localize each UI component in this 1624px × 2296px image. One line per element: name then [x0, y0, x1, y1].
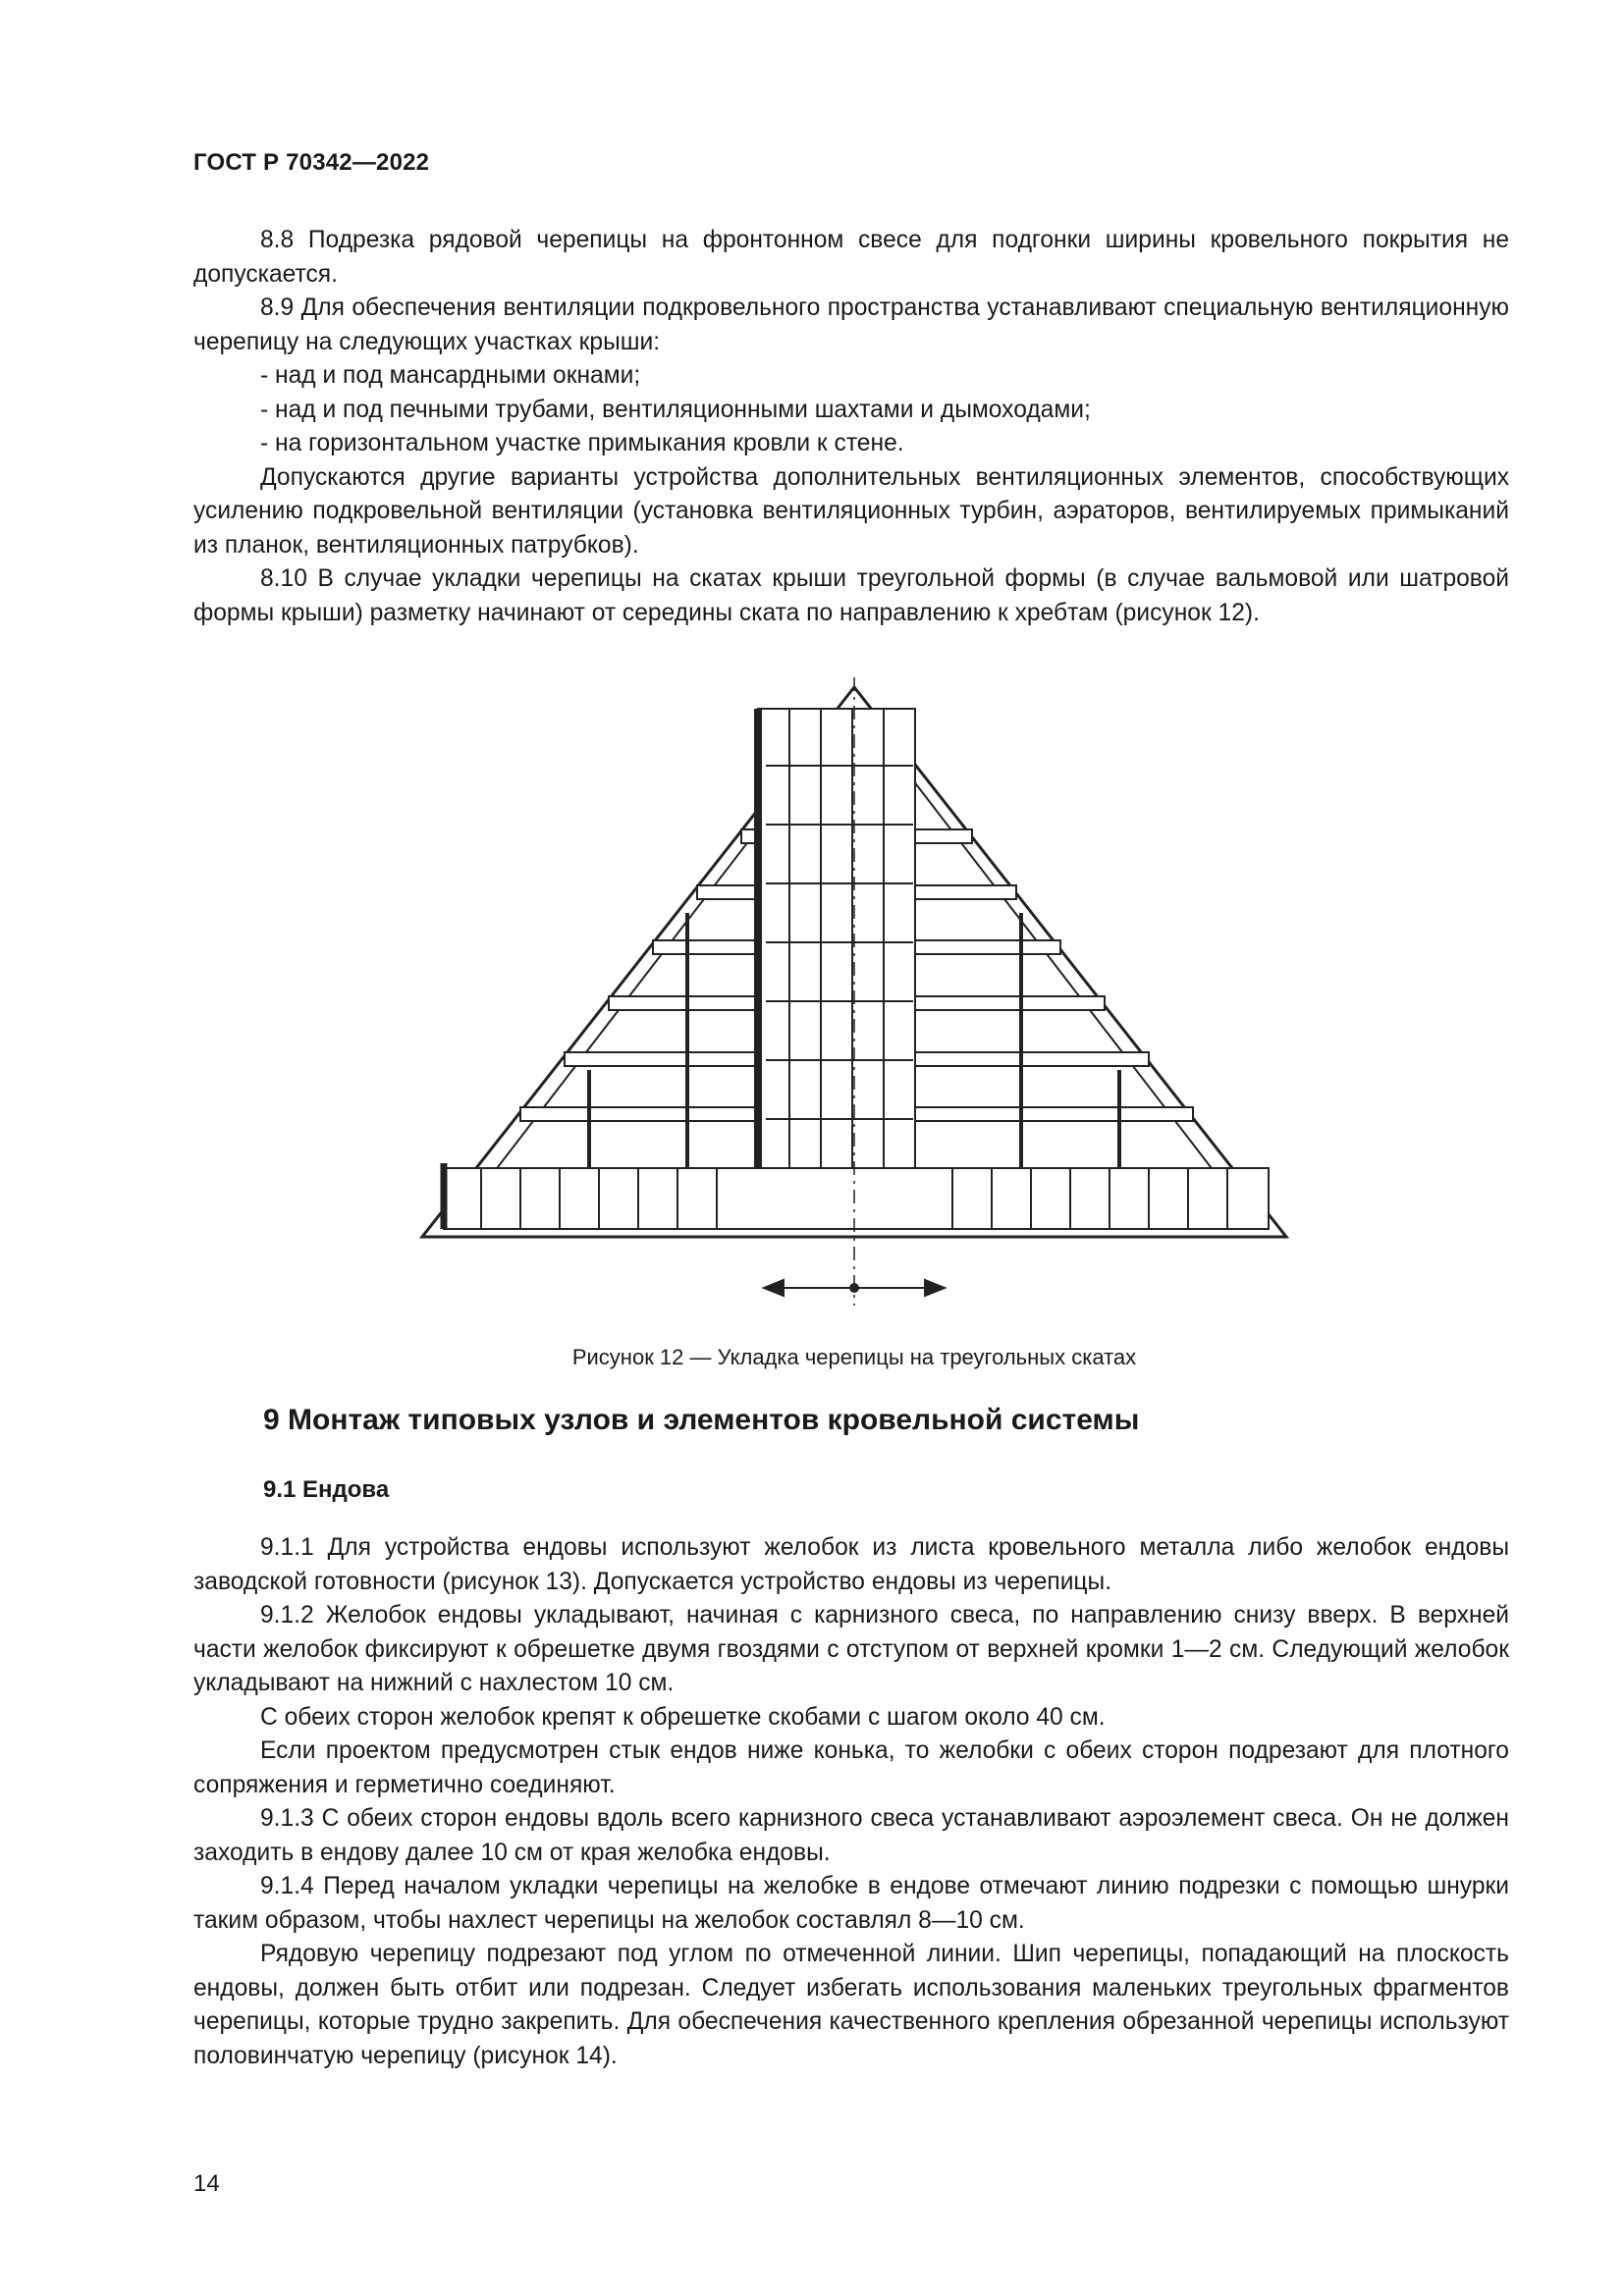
text-block-8: [193, 224, 1509, 630]
paragraph: Рядовую черепицу подрезают под углом по отмеченной линии. Шип черепицы, попадающий на плоскость ендовы, должен быть отбит или подрезан. Следует избегать использования маленьких треугольных фрагментов черепицы, которые трудно закрепить. Для обеспечения качественного крепления обрезанной черепицы используют половинчатую черепицу (рисунок 14).: [193, 1941, 1509, 2069]
paragraph: С обеих сторон желобок крепят к обрешетке скобами с шагом около 40 см.: [260, 1703, 1106, 1731]
battens-right: [913, 829, 1193, 1121]
paragraph: Если проектом предусмотрен стык ендов ниже конька, то желобки с обеих сторон подрезают для плотного сопряжения и герметично соединяют.: [193, 1737, 1509, 1798]
list-item: - на горизонтальном участке примыкания кровли к стене.: [260, 430, 904, 456]
text-block-9-1: [193, 1531, 1509, 2073]
paragraph: Допускаются другие варианты устройства дополнительных вентиляционных элементов, способствующих усилению подкровельной вентиляции (установка вентиляционных турбин, аэраторов, вентилируемых примыканий из планок, вентиляционных патрубков).: [193, 463, 1509, 559]
figure-caption: Рисунок 12 — Укладка черепицы на треугольных скатах: [571, 1345, 1137, 1369]
eave-tile-row: [444, 1163, 1269, 1229]
paragraph: 9.1.2 Желобок ендовы укладывают, начиная с карнизного свеса, по направлению снизу вверх. В верхней части желобок фиксируют к обрешетке двумя гвоздями с отступом от верхней кромки 1—2 см. Следующий желобок укладывают на нижний с нахлестом 10 см.: [193, 1602, 1509, 1696]
paragraph: 9.1.3 С обеих сторон ендовы вдоль всего карнизного свеса устанавливают аэроэлемент свеса. Он не должен заходить в ендову далее 10 см от края желобка ендовы.: [193, 1805, 1509, 1866]
section-heading: 9 Монтаж типовых узлов и элементов кровельной системы: [263, 1404, 1140, 1436]
center-point: [850, 1284, 858, 1292]
figure-roof-illustration: [393, 677, 1316, 1315]
subsection-heading: 9.1 Ендова: [263, 1476, 390, 1503]
paragraph: 8.8 Подрезка рядовой черепицы на фронтонном свесе для подгонки ширины кровельного покрытия не допускается.: [193, 227, 1509, 288]
page-number: 14: [193, 2170, 220, 2197]
list-item: - над и под мансардными окнами;: [260, 362, 641, 389]
paragraph: 8.9 Для обеспечения вентиляции подкровельного пространства устанавливают специальную вентиляционную черепицу на следующих участках крыши:: [193, 294, 1509, 355]
roof-slope-inner-right: [864, 717, 1257, 1227]
arrow-head-right: [925, 1280, 945, 1296]
arrow-head-left: [764, 1280, 784, 1296]
document-header: ГОСТ Р 70342—2022: [193, 149, 430, 176]
list-item: - над и под печными трубами, вентиляционными шахтами и дымоходами;: [260, 396, 1091, 423]
paragraph: 9.1.4 Перед началом укладки черепицы на желобке в ендове отмечают линию подрезки с помощью шнурки таким образом, чтобы нахлест черепицы на желобок составлял 8—10 см.: [193, 1873, 1509, 1934]
paragraph: 9.1.1 Для устройства ендовы используют желобок из листа кровельного металла либо желобок ендовы заводской готовности (рисунок 13). Допускается устройство ендовы из черепицы.: [193, 1534, 1509, 1595]
roof-triangle-tiles-illustration: [393, 677, 1316, 1315]
central-tile-column: [758, 709, 915, 1219]
paragraph: 8.10 В случае укладки черепицы на скатах крыши треугольной формы (в случае вальмовой или шатровой формы крыши) разметку начинают от середины ската по направлению к хребтам (рисунок 12).: [193, 565, 1509, 626]
